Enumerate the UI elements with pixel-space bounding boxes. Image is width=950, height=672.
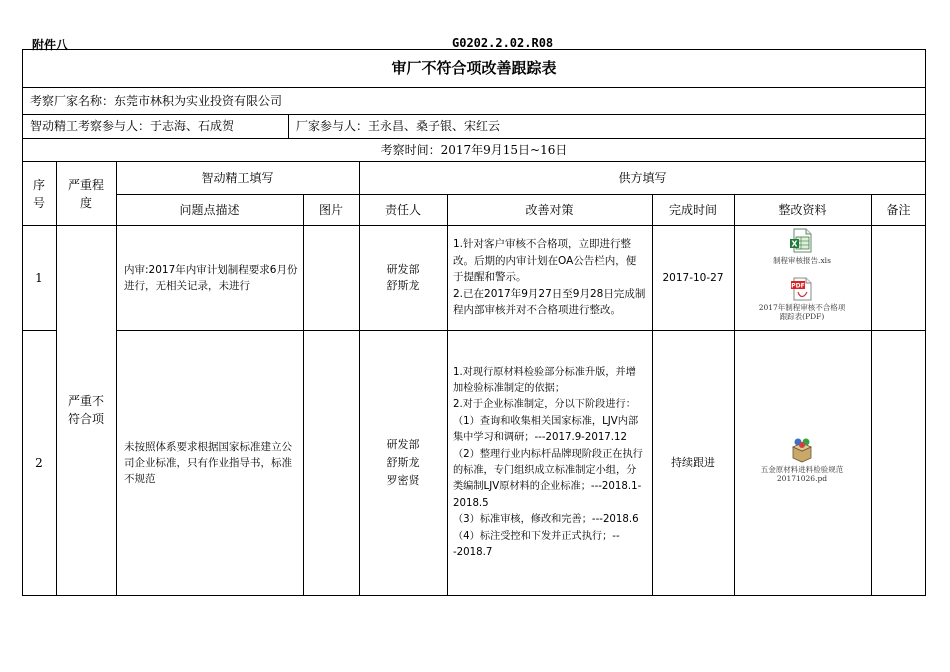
group-header-supplier: 供方填写	[618, 170, 667, 185]
row-1-measures	[447, 225, 652, 330]
col-divider	[734, 194, 735, 596]
package-file-icon	[789, 437, 815, 463]
row-1-owner	[359, 225, 447, 330]
row-2-done-time: 持续跟进	[671, 456, 715, 469]
group-header-zd: 智动精工填写	[201, 170, 274, 185]
col-header-issue: 问题点描述	[179, 202, 240, 217]
svg-text:X: X	[791, 239, 798, 249]
col-header-picture: 图片	[318, 202, 343, 217]
row-1-done-time: 2017-10-27	[662, 271, 724, 284]
col-header-owner: 责任人	[384, 202, 421, 217]
owner-dept: 研发部	[386, 438, 420, 451]
col-header-measures: 改善对策	[525, 202, 574, 217]
file-label: 五金原材料进料检验规范20171026.pd	[760, 465, 844, 483]
col-header-no: 序号	[32, 178, 45, 210]
attachment-file-pdf[interactable]	[742, 277, 862, 321]
row-2-issue: 未按照体系要求根据国家标准建立公司企业标准，只有作业指导书，标准不规范	[124, 441, 292, 485]
excel-file-icon	[790, 228, 814, 254]
document-code: G0202.2.02.R08	[452, 36, 554, 50]
measure-item: （2）整理行业内标杆品牌现阶段正在执行的标准，专门组织成立标准制定小组，分类编制LJV原材料的企业标准；---2018.1-2018.5	[453, 448, 643, 509]
owner-person: 舒斯龙	[386, 456, 420, 469]
col-divider	[871, 194, 872, 596]
zd-participants: 智动精工考察参与人：于志海、石成贺	[30, 119, 235, 133]
owner-person: 罗密贤	[386, 474, 420, 487]
measure-item: 1.对现行原材料检验部分标准升版，并增加检验标准制定的依据；	[453, 366, 636, 394]
col-header-material: 整改资料	[778, 202, 827, 217]
factory-name: 考察厂家名称：东莞市林积为实业投资有限公司	[30, 93, 283, 108]
severity-value: 严重不符合项	[68, 394, 105, 426]
measure-item: 2.已在2017年9月27日至9月28日完成制程内部审核并对不合格项进行整改。	[453, 287, 646, 317]
col-header-remark: 备注	[886, 202, 911, 217]
col-divider	[56, 161, 57, 596]
pdf-file-icon	[790, 277, 814, 301]
col-divider	[288, 114, 289, 138]
measure-item: （1）查询和收集相关国家标准，LJV内部集中学习和调研；---2017.9-2017.12	[453, 415, 639, 444]
row-1-issue: 内审:2017年内审计划制程要求6月份进行，无相关记录，未进行	[124, 263, 298, 292]
audit-time: 考察时间：2017年9月15日~16日	[380, 142, 568, 157]
table-title: 审厂不符合项改善跟踪表	[391, 59, 557, 77]
col-header-done-time: 完成时间	[668, 202, 717, 217]
owner-person: 舒斯龙	[386, 278, 420, 292]
measure-item: （3）标准审核，修改和完善；---2018.6	[453, 514, 639, 526]
measure-item: 2.对于企业标准制定，分以下阶段进行：	[453, 399, 636, 411]
measure-item: （4）标注受控和下发并正式执行；---2018.7	[453, 530, 620, 559]
owner-dept: 研发部	[386, 262, 420, 276]
attachment-file-package[interactable]	[742, 437, 862, 483]
factory-participants: 厂家参与人：王永昌、桑子银、宋红云	[296, 119, 501, 133]
row-2-no: 2	[35, 456, 43, 470]
measure-item: 1.针对客户审核不合格项，立即进行整改。后期的内审计划在OA公告栏内，便于提醒和警示。	[453, 238, 637, 284]
row-2-owner	[359, 330, 447, 596]
col-divider	[303, 194, 304, 596]
svg-text:PDF: PDF	[791, 282, 805, 290]
file-label: 制程审核报告.xls	[773, 256, 831, 265]
col-header-severity: 严重程度	[68, 178, 105, 210]
attachment-label: 附件八	[32, 38, 69, 52]
col-divider	[116, 161, 117, 596]
file-label: 2017年制程审核不合格项跟踪表(PDF)	[758, 303, 846, 321]
row-2-measures	[447, 330, 652, 596]
attachment-file-xls[interactable]	[742, 228, 862, 265]
row-1-no: 1	[35, 270, 43, 285]
